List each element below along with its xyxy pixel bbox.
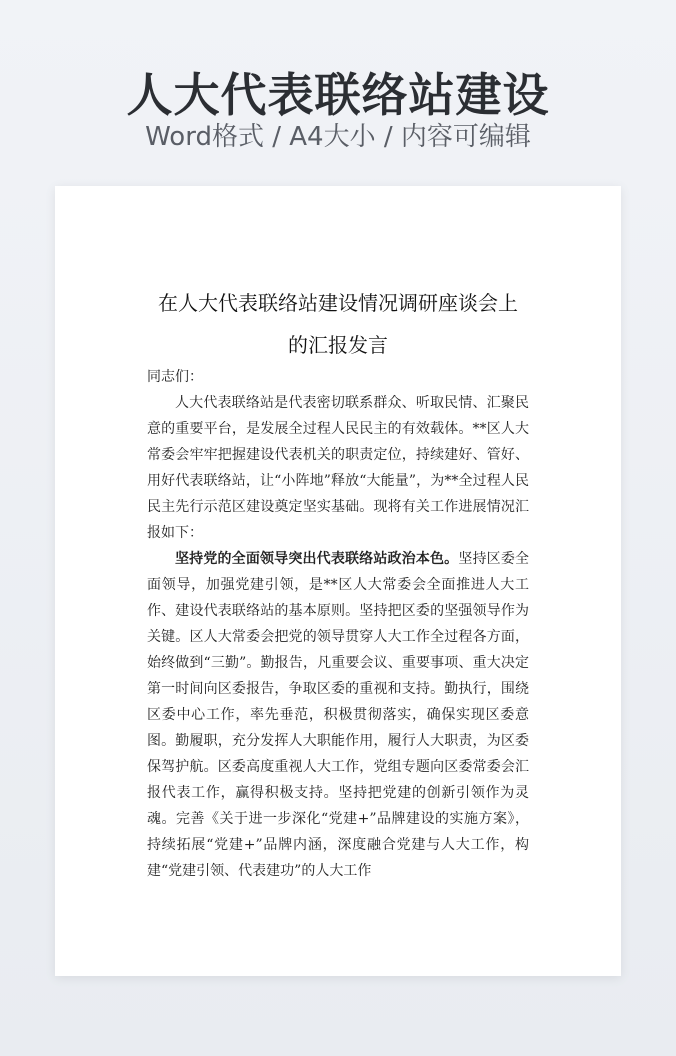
document-body bbox=[147, 364, 529, 884]
paragraph-lead-heading: 坚持党的全面领导突出代表联络站政治本色。 bbox=[175, 551, 459, 567]
document-title bbox=[55, 282, 621, 366]
document-title-line-2: 的汇报发言 bbox=[288, 333, 388, 357]
banner-title: 人大代表联络站建设 bbox=[126, 68, 550, 122]
salutation: 同志们： bbox=[147, 369, 203, 385]
paragraph-party-leadership-text: 坚持区委全面领导，加强党建引领，是**区人大常委会全面推进人大工作、建设代表联络站的基本原则。坚持把区委的坚强领导作为关键。区人大常委会把党的领导贯穿人大工作全过程各方面，始终做到“三勤”。勤报告，凡重要会议、重要事项、重大决定第一时间向区委报告，争取区委的重视和支持。勤执行，围绕区委中心工作，率先垂范，积极贯彻落实，确保实现区委意图。勤履职，充分发挥人大职能作用，履行人大职责，为区委保驾护航。区委高度重视人大工作，党组专题向区委常委会汇报代表工作，赢得积极支持。坚持把党建的创新引领作为灵魂。完善《关于进一步深化“党建+”品牌建设的实施方案》，持续拓展“党建+”品牌内涵，深度融合党建与人大工作，构建“党建引领、代表建功”的人大工作 bbox=[147, 551, 530, 879]
banner-subtitle: Word格式 / A4大小 / 内容可编辑 bbox=[145, 122, 531, 152]
paragraph-party-leadership bbox=[147, 546, 529, 884]
document-page bbox=[55, 186, 621, 976]
document-title-line-1: 在人大代表联络站建设情况调研座谈会上 bbox=[158, 291, 518, 315]
paragraph-intro: 人大代表联络站是代表密切联系群众、听取民情、汇聚民意的重要平台，是发展全过程人民民主的有效载体。**区人大常委会牢牢把握建设代表机关的职责定位，持续建好、管好、用好代表联络站，让“小阵地”释放“大能量”，为**全过程人民民主先行示范区建设奠定坚实基础。现将有关工作进展情况汇报如下： bbox=[147, 395, 529, 541]
